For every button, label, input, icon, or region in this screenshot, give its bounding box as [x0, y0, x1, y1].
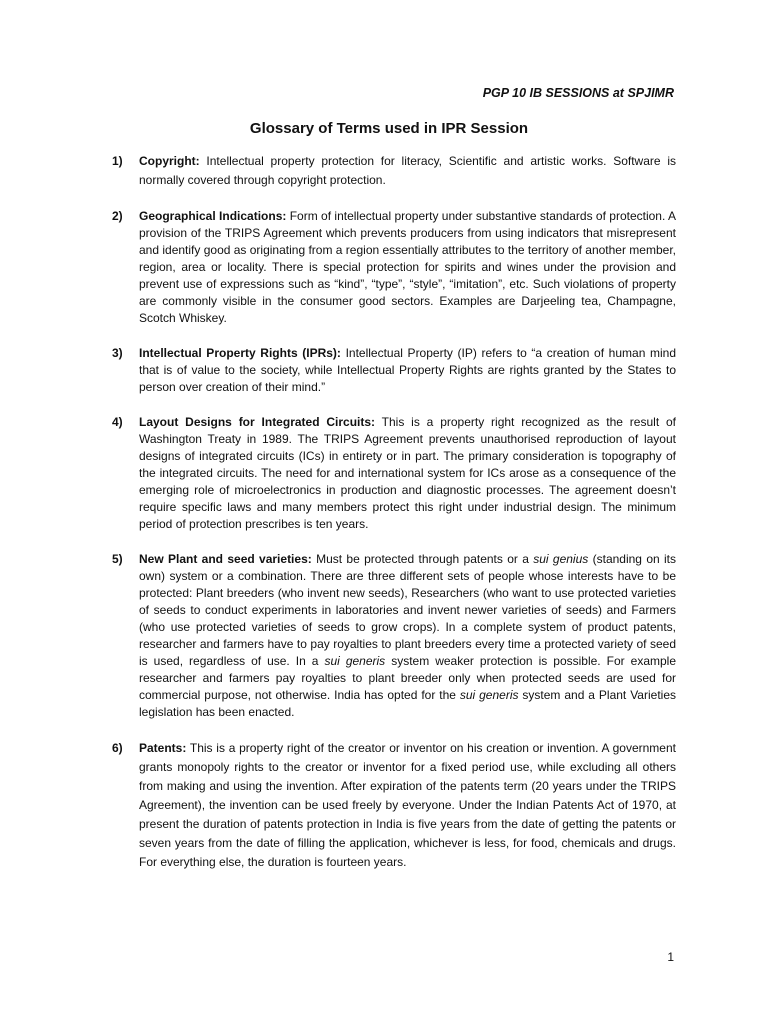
- item-number: 5): [112, 552, 123, 566]
- item-number: 2): [112, 209, 123, 223]
- item-definition-italic: sui genius: [533, 552, 589, 566]
- document-header: PGP 10 IB SESSIONS at SPJIMR: [482, 86, 674, 100]
- item-term: New Plant and seed varieties:: [139, 552, 312, 566]
- item-term: Layout Designs for Integrated Circuits:: [139, 415, 376, 429]
- glossary-item-patents: [112, 739, 676, 872]
- item-definition: This is a property right of the creator or inventor on his creation or invention. A government grants monopoly rights to the creator or inventor for a fixed period use, while excluding all others from making and using the invention. After expiration of the patents term (20 years under the TRIPS Agreement), the invention can be used freely by everyone. Under the Indian Patents Act of 1970, at present the duration of patents protection in India is five years from the date of getting the patents or seven years from the date of filling the application, whichever is less, for food, chemicals and drugs. For everything else, the duration is fourteen years.: [139, 741, 676, 869]
- glossary-item-layout-designs: [112, 414, 676, 533]
- item-term: Intellectual Property Rights (IPRs):: [139, 346, 341, 360]
- item-definition: Form of intellectual property under substantive standards of protection. A provision of the TRIPS Agreement which prevents producers from using indicators that misrepresent and identify good as originating from a region essentially attributes to the territory of another member, region, area or locality. There is special protection for spirits and wines under the provision and prevent use of expressions such as “kind”, “type”, “style”, “imitation”, etc. Such violations of property are commonly visible in the consumer good sectors. Examples are Darjeeling tea, Champagne, Scotch Whiskey.: [139, 209, 676, 325]
- item-number: 3): [112, 346, 123, 360]
- item-definition: system weaker protection is possible. For example researcher and farmers pay royalties to plant breeder only when protected seeds are used for commercial purpose, not otherwise. India has opted for the: [139, 654, 677, 702]
- item-number: 4): [112, 415, 123, 429]
- glossary-item-geographical-indications: [112, 208, 676, 327]
- item-definition: system and a Plant Varieties legislation has been enacted.: [139, 688, 676, 719]
- glossary-item-copyright: [112, 152, 676, 190]
- item-definition: Must be protected through patents or a: [316, 552, 534, 566]
- item-definition: This is a property right recognized as the result of Washington Treaty in 1989. The TRIPS Agreement prevents unauthorised reproduction of layout designs of integrated circuits (ICs) in entirety or in part. The primary consideration is topography of the integrated circuits. The need for and international system for ICs arose as a consequence of the emerging role of microelectronics in production and diagnostic processes. The agreement doesn’t require specific laws and many members protect this right under industrial design. The minimum period of protection prescribes is ten years.: [139, 415, 676, 531]
- item-term: Geographical Indications:: [139, 209, 287, 223]
- item-definition-italic: sui generis: [459, 688, 519, 702]
- item-number: 6): [112, 741, 123, 755]
- item-definition: Intellectual Property (IP) refers to “a creation of human mind that is of value to the society, while Intellectual Property Rights are rights granted by the States to person over creation of their mind.”: [139, 346, 677, 394]
- document-title: Glossary of Terms used in IPR Session: [249, 120, 529, 137]
- page-number: 1: [667, 950, 674, 964]
- item-definition-italic: sui generis: [324, 654, 386, 668]
- item-term: Copyright:: [139, 154, 200, 168]
- item-definition: (standing on its own) system or a combination. There are three different sets of people whose interests have to be protected: Plant breeders (who invent new seeds), Researchers (who want to use protected varieties of seeds to conduct experiments in laboratories and invent newer varieties of seeds) and Farmers (who use protected varieties of seeds to grow crops). In a complete system of product patents, researcher and farmers have to pay royalties to plant breeders every time a protected variety of seed is used, regardless of use. In a: [139, 552, 676, 668]
- item-definition: Intellectual property protection for literacy, Scientific and artistic works. Software is normally covered through copyright protection.: [139, 154, 676, 187]
- item-term: Patents:: [139, 741, 187, 755]
- item-number: 1): [112, 154, 123, 168]
- glossary-item-iprs: [112, 345, 676, 396]
- glossary-list: [112, 152, 676, 872]
- glossary-item-plant-seed-varieties: [112, 551, 676, 721]
